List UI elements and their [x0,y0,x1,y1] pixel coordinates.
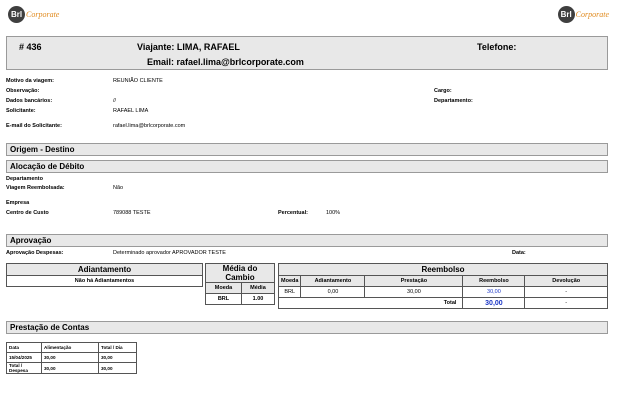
cambio-moeda: BRL [206,294,242,305]
reembolso-col-prestacao: Prestação [365,276,463,287]
report-id: # 436 [19,42,42,52]
logo-word: Corporate [26,10,60,19]
centro-custo-label: Centro de Custo [6,210,49,216]
percentual-label: Percentual: [278,210,308,216]
aprovacao-despesas-value: Determinado aprovador APROVADOR TESTE [113,250,226,256]
reembolso-table [278,263,608,309]
observacao-label: Observação: [6,88,40,94]
reembolso-total-value: 30,00 [463,298,525,309]
reembolso-col-devolucao: Devolução [525,276,608,287]
logo-word-right: Corporate [575,10,609,19]
reembolso-adiantamento: 0,00 [301,287,365,298]
logo-badge: Brl [8,6,25,23]
phone-label: Telefone: [477,42,517,52]
motivo-label: Motivo da viagem: [6,78,54,84]
cambio-table [205,263,275,305]
prestacao-total-label: Total / Despesa [7,363,42,374]
cambio-title: Média do Cambio [206,264,275,283]
traveler-email: Email: rafael.lima@brlcorporate.com [147,57,304,67]
reembolso-prestacao: 30,00 [365,287,463,298]
adiantamento-title: Adiantamento [7,264,203,276]
reembolso-total-devolucao: - [525,298,608,309]
motivo-value: REUNIÃO CLIENTE [113,78,163,84]
empresa-label: Empresa [6,200,30,206]
logo-badge-right: Brl [558,6,575,23]
adiantamento-table [6,263,203,287]
centro-custo-value: 789088 TESTE [113,210,151,216]
email-solicitante-value: rafael.lima@brlcorporate.com [113,123,186,129]
viagem-reembolsada-label: Viagem Reembolsada: [6,185,65,191]
aprovacao-despesas-label: Aprovação Despesas: [6,250,64,256]
solicitante-label: Solicitante: [6,108,36,114]
prestacao-col-alimentacao: Alimentação [42,343,99,353]
aprovacao-data-label: Data: [512,250,526,256]
cambio-col-media: Média [241,283,274,294]
departamento-label: Departamento: [434,98,473,104]
reembolso-col-moeda: Moeda [279,276,301,287]
email-solicitante-label: E-mail do Solicitante: [6,123,62,129]
reembolso-moeda: BRL [279,287,301,298]
prestacao-col-total-dia: Total / Dia [99,343,137,353]
reembolso-total-label: Total [279,298,463,309]
prestacao-total-alimentacao: 30,00 [42,363,99,374]
cambio-media: 1.00 [241,294,274,305]
adiantamento-empty: Não há Adiantamentos [7,276,203,287]
reembolso-col-adiantamento: Adiantamento [301,276,365,287]
cargo-label: Cargo: [434,88,452,94]
prestacao-row-total: 30,00 [99,353,137,363]
prestacao-row-alimentacao: 30,00 [42,353,99,363]
section-aprovacao: Aprovação [6,234,608,247]
section-alocacao: Alocação de Débito [6,160,608,173]
company-logo [8,6,59,23]
section-origem-destino: Origem - Destino [6,143,608,156]
cambio-col-moeda: Moeda [206,283,242,294]
report-header [6,36,608,70]
reembolso-col-reembolso: Reembolso [463,276,525,287]
prestacao-col-data: Data [7,343,42,353]
solicitante-value: RAFAEL LIMA [113,108,149,114]
prestacao-total-dia: 30,00 [99,363,137,374]
alocacao-departamento-label: Departamento [6,176,43,182]
viagem-reembolsada-value: Não [113,185,124,191]
section-prestacao-contas: Prestação de Contas [6,321,608,334]
prestacao-table [6,342,137,374]
dados-bancarios-value: // [113,98,117,104]
company-logo-right [558,6,609,23]
reembolso-reembolso: 30,00 [463,287,525,298]
percentual-value: 100% [326,210,341,216]
prestacao-row-date: 15/04/2025 [7,353,42,363]
traveler-name: Viajante: LIMA, RAFAEL [137,42,240,52]
dados-bancarios-label: Dados bancários: [6,98,53,104]
reembolso-title: Reembolso [279,264,608,276]
reembolso-devolucao: - [525,287,608,298]
